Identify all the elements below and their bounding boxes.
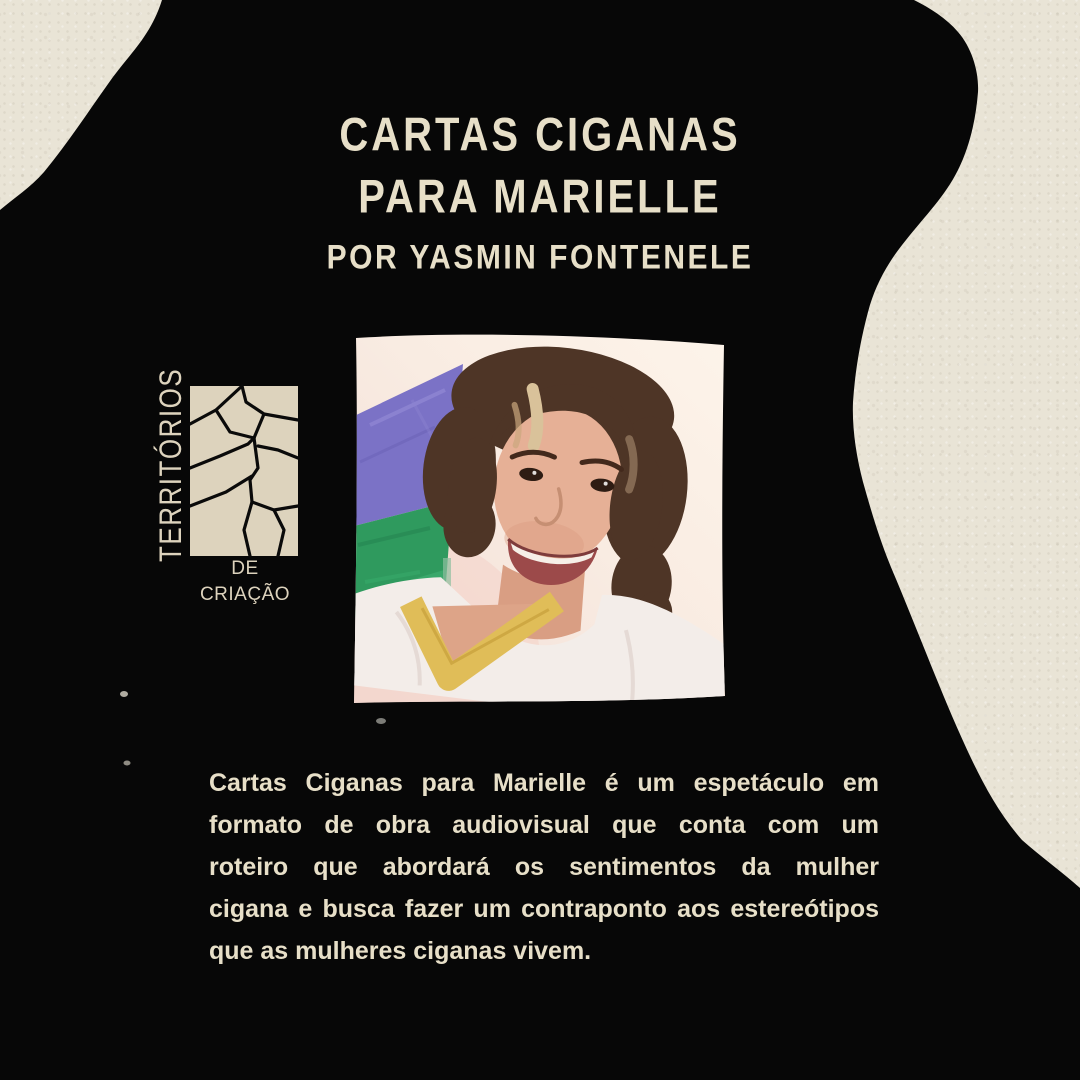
description-line: Cartas Ciganas para Marielle é um espetáculo em	[209, 769, 879, 797]
description-line: que as mulheres ciganas vivem.	[209, 937, 592, 965]
paper-speck	[124, 761, 131, 766]
portrait-photo	[350, 330, 730, 708]
poster-title-line2: PARA MARIELLE	[358, 171, 722, 223]
paper-speck	[120, 691, 128, 697]
description-line: roteiro que abordará os sentimentos da mulher	[209, 853, 879, 881]
description-paragraph	[209, 762, 879, 972]
paper-speck	[376, 718, 386, 724]
description-line: formato de obra audiovisual que conta com um	[209, 811, 879, 839]
poster-title-line1: CARTAS CIGANAS	[339, 109, 741, 161]
logo-caption: DE CRIAÇÃO	[199, 558, 291, 605]
logo-vertical-label: TERRITÓRIOS	[152, 367, 188, 562]
poster-byline: POR YASMIN FONTENELE	[326, 238, 754, 277]
logo-cracked-rectangle-icon	[186, 380, 304, 562]
header	[140, 104, 940, 280]
description-line: cigana e busca fazer um contraponto aos estereótipos	[209, 895, 879, 923]
